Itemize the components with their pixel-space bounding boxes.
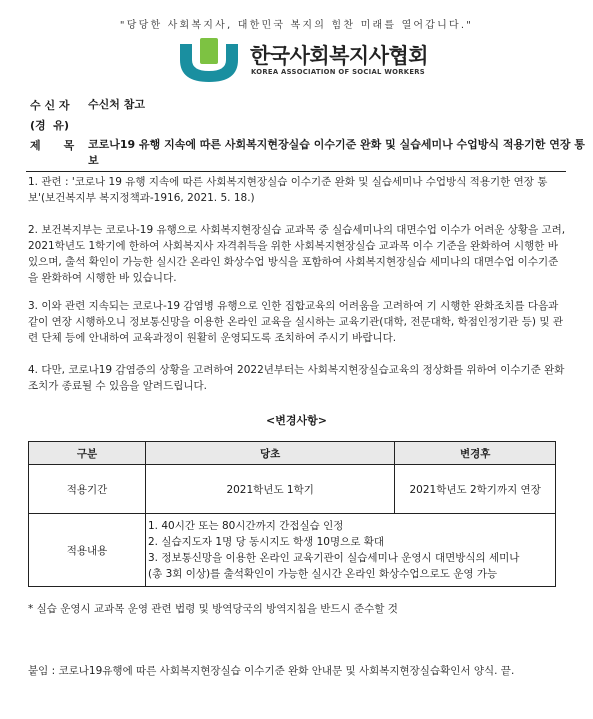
- divider: [26, 171, 566, 172]
- header-after: 변경후: [395, 442, 556, 465]
- content-details: [146, 514, 556, 587]
- association-logo: [178, 38, 438, 84]
- header-before: 당초: [146, 442, 395, 465]
- table-row: [29, 465, 556, 514]
- changes-heading: <변경사항>: [266, 414, 327, 427]
- recipient-value: 수신처 참고: [88, 98, 145, 111]
- slogan: "당당한 사회복지사, 대한민국 복지의 힘찬 미래를 열어갑니다.": [119, 20, 474, 31]
- period-label: 적용기간: [29, 465, 146, 514]
- via-label: (경 유): [30, 119, 69, 132]
- paragraph-4: 4. 다만, 코로나19 감염증의 상황을 고려하여 2022년부터는 사회복지현장실습교육의 정상화를 위하여 이수기준 완화조치가 종료될 수 있음을 알려드립니다.: [28, 364, 565, 392]
- paragraph-1: 1. 관련 : '코로나 19 유행 지속에 따른 사회복지현장실습 이수기준 완화 및 실습세미나 수업방식 적용기한 연장 통보'(보건복지부 복지정책과-1916, 2021. 5. 18.): [28, 176, 548, 204]
- table-row: [29, 514, 556, 587]
- subject-label: 제 목: [30, 139, 75, 152]
- recipient-label: 수 신 자: [30, 99, 70, 112]
- attachment-line: 붙임 : 코로나19유행에 따른 사회복지현장실습 이수기준 완화 안내문 및 사회복지현장실습확인서 양식. 끝.: [28, 665, 515, 677]
- period-after: 2021학년도 2학기까지 연장: [395, 465, 556, 514]
- paragraph-3: 3. 이와 관련 지속되는 코로나-19 감염병 유행으로 인한 집합교육의 어려움을 고려하여 기 시행한 완화조치를 다음과 같이 연장 시행하오니 정보통신망을 이용한 온라인 교육을 실시하는 교육기관(대학, 전문대학, 학점인정기관 등) 및 관련 단체 등에 안내하여 교육과정이 원활히 운영되도록 조치하여 주시기 바랍니다.: [28, 300, 563, 344]
- subject-value: 코로나19 유행 지속에 따른 사회복지현장실습 이수기준 완화 및 실습세미나 수업방식 적용기한 연장 통보: [88, 138, 585, 167]
- content-line: (총 3회 이상)를 출석확인이 가능한 실시간 온라인 화상수업으로도 운영 가능: [148, 568, 498, 580]
- content-line: 1. 40시간 또는 80시간까지 간접실습 인정: [148, 520, 344, 532]
- content-line: 2. 실습지도자 1명 당 동시지도 학생 10명으로 확대: [148, 536, 384, 548]
- header-category: 구분: [29, 442, 146, 465]
- content-label: 적용내용: [29, 514, 146, 587]
- org-name-korean: 한국사회복지사협회: [250, 44, 429, 68]
- association-emblem-icon: [178, 38, 240, 84]
- org-name-english: KOREA ASSOCIATION OF SOCIAL WORKERS: [251, 68, 425, 76]
- compliance-note: * 실습 운영시 교과목 운영 관련 법령 및 방역당국의 방역지침을 반드시 준수할 것: [28, 603, 398, 615]
- table-header-row: [29, 442, 556, 465]
- content-line: 3. 정보통신망을 이용한 온라인 교육기관이 실습세미나 운영시 대면방식의 세미나: [148, 552, 520, 564]
- paragraph-2: 2. 보건복지부는 코로나-19 유행으로 사회복지현장실습 교과목 중 실습세미나의 대면수업 이수가 어려운 상황을 고려, 2021학년도 1학기에 한하여 사회복지사 자격취득을 위한 사회복지현장실습 교과목 이수 기준을 완화하여 시행한 바 있으며, 출석 확인이 가능한 실시간 온라인 화상수업 방식을 포함하여 사회복지현장실습 세미나의 대면수업 이수기준을 완화하여 시행한 바 있습니다.: [28, 224, 566, 284]
- changes-table: [28, 441, 556, 587]
- period-before: 2021학년도 1학기: [146, 465, 395, 514]
